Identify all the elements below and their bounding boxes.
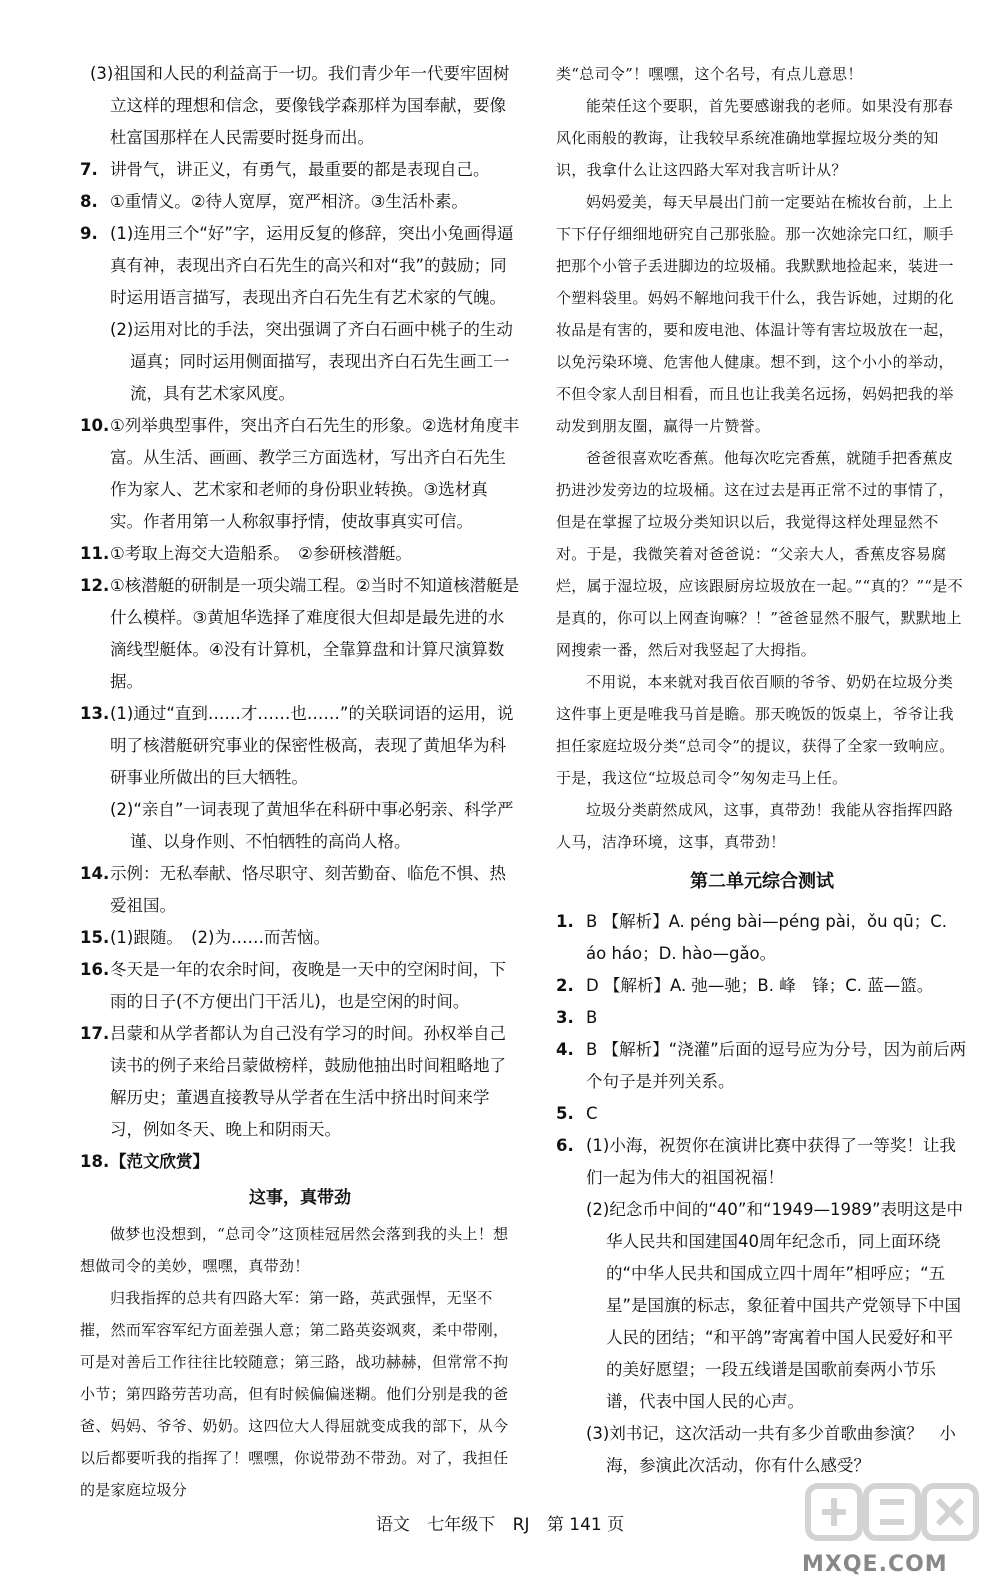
unit2-answer-6: 6. (1)小海，祝贺你在演讲比赛中获得了一等奖！让我们一起为伟大的祖国祝福！ [556, 1136, 956, 1187]
answer-6-3: (3)祖国和人民的利益高于一切。我们青少年一代要牢固树立这样的理想和信念，要像钱学森那样为国奉献，要像杜富国那样在人民需要时挺身而出。 [90, 64, 510, 147]
answer-10: 10. ①列举典型事件，突出齐白石先生的形象。②选材角度丰富。从生活、画画、教学三方面选材，写出齐白石先生作为家人、艺术家和老师的身份职业转换。③选材真实。作者用第一人称叙事抒情，使故事真实可信。 [80, 416, 520, 531]
watermark-text: MXQE.COM [802, 1552, 948, 1577]
essay-paragraph-2: 归我指挥的总共有四路大军：第一路，英武强悍，无坚不摧，然而军容军纪方面差强人意；第二路英姿飒爽，柔中带刚，可是对善后工作往往比较随意；第三路，战功赫赫，但常常不拘小节；第四路劳苦功高，但有时候偏偏迷糊。他们分别是我的爸爸、妈妈、爷爷、奶奶。这四位大人得屈就变成我的部下，从今以后都要听我的指挥了！嘿嘿，你说带劲不带劲。对了，我担任的是家庭垃圾分 [80, 1289, 509, 1499]
answer-14: 14. 示例：无私奉献、恪尽职守、刻苦勤奋、临危不惧、热爱祖国。 [80, 864, 506, 915]
unit2-answer-5: 5. C [556, 1104, 598, 1123]
essay-paragraph-6: 不用说，本来就对我百依百顺的爷爷、奶奶在垃圾分类这件事上更是唯我马首是瞻。那天晚饭的饭桌上，爷爷让我担任家庭垃圾分类“总司令”的提议，获得了全家一致响应。于是，我这位“垃圾总司令”匆匆走马上任。 [556, 673, 955, 787]
answer-13: 13. (1)通过“直到……才……也……”的关联词语的运用，说明了核潜艇研究事业的保密性极高，表现了黄旭华为科研事业所做出的巨大牺牲。 [80, 704, 514, 787]
essay-continuation: 类“总司令”！嘿嘿，这个名号，有点儿意思！ [556, 65, 863, 83]
unit-2-title: 第二单元综合测试 [690, 871, 834, 892]
footer-page-number: 第 141 页 [546, 1515, 625, 1535]
left-column [80, 58, 520, 1506]
unit2-answer-4: 4. B 【解析】“浇灌”后面的逗号应为分号，因为前后两个句子是并列关系。 [556, 1040, 967, 1091]
answer-16: 16. 冬天是一年的农余时间，夜晚是一天中的空闲时间，下雨的日子(不方便出门干活儿)，也是空闲的时间。 [80, 960, 506, 1011]
answer-18: 18. 【范文欣赏】 [80, 1152, 209, 1171]
essay-paragraph-5: 爸爸很喜欢吃香蕉。他每次吃完香蕉，就随手把香蕉皮扔进沙发旁边的垃圾桶。这在过去是再正常不过的事情了，但是在掌握了垃圾分类知识以后，我觉得这样处理显然不对。于是，我微笑着对爸爸说：“父亲大人，香蕉皮容易腐烂，属于湿垃圾，应该跟厨房垃圾放在一起。”“真的？”“是不是真的，你可以上网查询嘛？！”爸爸显然不服气，默默地上网搜索一番，然后对我竖起了大拇指。 [556, 449, 963, 659]
answer-9-2: (2)运用对比的手法，突出强调了齐白石画中桃子的生动逼真；同时运用侧面描写，表现出齐白石先生画工一流，具有艺术家风度。 [110, 320, 513, 403]
footer-edition: RJ [512, 1515, 530, 1535]
answer-13-2: (2)“亲自”一词表现了黄旭华在科研中事必躬亲、科学严谨、以身作则、不怕牺牲的高尚人格。 [110, 800, 514, 851]
answer-12: 12. ①核潜艇的研制是一项尖端工程。②当时不知道核潜艇是什么模样。③黄旭华选择了难度很大但却是最先进的水滴线型艇体。④没有计算机，全靠算盘和计算尺演算数据。 [80, 576, 520, 691]
unit2-answer-2: 2. D 【解析】A. 弛—驰；B. 峰 锋；C. 蓝—篮。 [556, 976, 934, 995]
essay-paragraph-7: 垃圾分类蔚然成风，这事，真带劲！我能从容指挥四路人马，洁净环境，这事，真带劲！ [556, 801, 954, 851]
essay-title: 这事，真带劲 [249, 1188, 351, 1208]
answer-11: 11. ①考取上海交大造船系。 ②参研核潜艇。 [80, 544, 412, 563]
unit2-answer-6-3: (3)刘书记，这次活动一共有多少首歌曲参演？ 小海，参演此次活动，你有什么感受？ [586, 1424, 956, 1475]
unit2-answer-6-2: (2)纪念币中间的“40”和“1949—1989”表明这是中华人民共和国建国40周年纪念币，同上面环绕的“中华人民共和国成立四十周年”相呼应；“五星”是国旗的标志，象征着中国共产党领导下中国人民的团结；“和平鸽”寄寓着中国人民爱好和平的美好愿望；一段五线谱是国歌前奏两小节乐谱，代表中国人民的心声。 [586, 1200, 964, 1411]
unit2-answer-1: 1. B 【解析】A. péng bài—péng pài，ǒu qū；C. áo háo；D. hào—gǎo。 [556, 912, 947, 963]
footer-subject: 语文 [375, 1515, 410, 1535]
essay-paragraph-4: 妈妈爱美，每天早晨出门前一定要站在梳妆台前，上上下下仔仔细细地研究自己那张脸。那一次她涂完口红，顺手把那个小管子丢进脚边的垃圾桶。我默默地捡起来，装进一个塑料袋里。妈妈不解地问我干什么，我告诉她，过期的化妆品是有害的，要和废电池、体温计等有害垃圾放在一起，以免污染环境、危害他人健康。想不到，这个小小的举动，不但令家人刮目相看，而且也让我美名远扬，妈妈把我的举动发到朋友圈，赢得一片赞誉。 [556, 193, 954, 435]
answer-8: 8. ①重情义。②待人宽厚，宽严相济。③生活朴素。 [80, 192, 468, 211]
answer-7: 7. 讲骨气，讲正义，有勇气，最重要的都是表现自己。 [80, 160, 490, 179]
right-column [556, 58, 968, 1482]
essay-paragraph-1: 做梦也没想到，“总司令”这顶桂冠居然会落到我的头上！想想做司令的美妙，嘿嘿，真带劲！ [80, 1225, 509, 1275]
unit2-answer-3: 3. B [556, 1008, 598, 1027]
essay-paragraph-3: 能荣任这个要职，首先要感谢我的老师。如果没有那春风化雨般的教诲，让我较早系统准确地掌握垃圾分类的知识，我拿什么让这四路大军对我言听计从？ [556, 97, 954, 179]
answer-17: 17. 吕蒙和从学者都认为自己没有学习的时间。孙权举自己读书的例子来给吕蒙做榜样，鼓励他抽出时间粗略地了解历史；董遇直接教导从学者在生活中挤出时间来学习，例如冬天、晚上和阴雨天。 [80, 1024, 506, 1139]
answer-15: 15. (1)跟随。 (2)为……而苦恼。 [80, 928, 330, 947]
footer-grade: 七年级下 [427, 1515, 496, 1535]
answer-9: 9. (1)连用三个“好”字，运用反复的修辞，突出小兔画得逼真有神，表现出齐白石先生的高兴和对“我”的鼓励；同时运用语言描写，表现出齐白石先生有艺术家的气魄。 [80, 224, 514, 307]
